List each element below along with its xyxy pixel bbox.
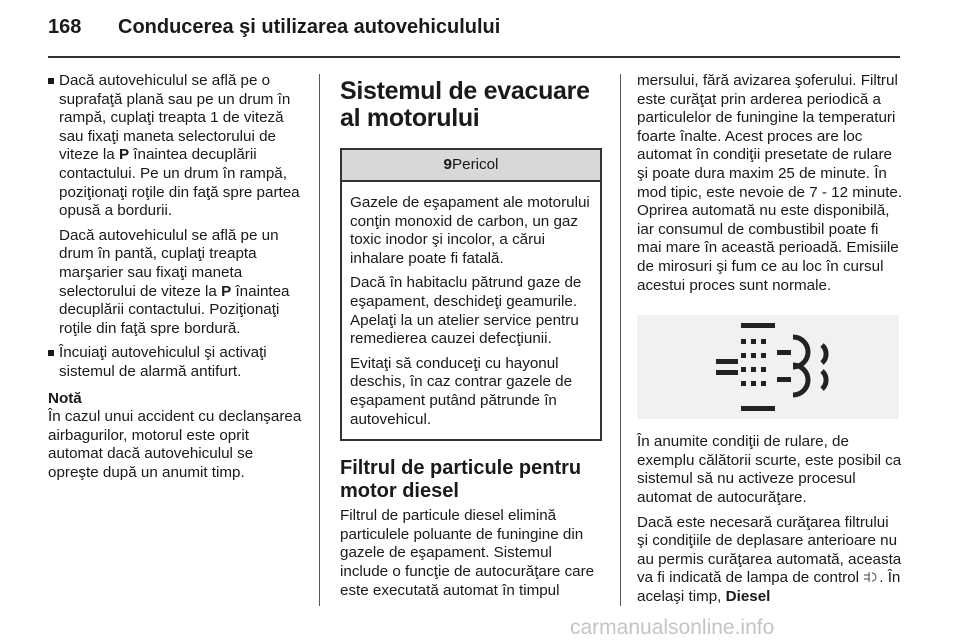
filter-control-lamp-icon (863, 570, 879, 584)
list-item: Încuiaţi autovehiculul şi activaţi sistemul de alarmă antifurt. (48, 344, 304, 381)
warning-paragraph: Evitaţi să conduceţi cu hayonul deschis, în caz contrar gazele de eşapament putând pătrunde în autovehicul. (350, 354, 573, 428)
column-right (637, 72, 903, 612)
diesel-particulate-filter-icon (637, 315, 899, 419)
subsection-heading: Filtrul de particule pentru motor diesel (340, 457, 582, 503)
body-paragraph: Dacă este necesară curăţarea filtrului şi condiţiile de deplasare anterioare nu au permis curăţarea automată, aceasta va fi indicată de lampa de control . În acelaşi timp, Diesel (637, 513, 902, 605)
warning-icon: 9 (443, 156, 452, 173)
section-heading: Sistemul de evacuare al motorului (340, 77, 590, 132)
body-paragraph: În anumite condiţii de rulare, de exemplu călătorii scurte, este posibil ca sistemul să nu activeze procesul automat de autocurăţare. (637, 433, 902, 506)
list-item: Dacă autovehiculul se află pe o suprafaţă plană sau pe un drum în rampă, cuplaţi treapta 1 de viteză sau fixaţi maneta selectorului de viteze la P înaintea decuplării contactului. Pe un drum în rampă, poziţionaţi roţile din faţă spre partea opusă a bordurii. (48, 72, 304, 221)
list-item-continuation: Dacă autovehiculul se află pe un drum în pantă, cuplaţi treapta marşarier sau fixaţi maneta selectorului de viteze la P înaintea decuplării contactului. Poziţionaţi roţile din faţă spre bordură. (59, 226, 290, 337)
column-divider (620, 74, 621, 606)
note-text: În cazul unui accident cu declanşarea airbagurilor, motorul este oprit automat dacă autovehiculul se opreşte după un anumit timp. (48, 408, 302, 481)
warning-box (340, 148, 602, 441)
chapter-title: Conducerea şi utilizarea autovehiculului (118, 16, 501, 38)
lamp-figure (637, 315, 899, 419)
body-paragraph: mersului, fără avizarea şoferului. Filtrul este curăţat prin arderea periodică a particulelor de funingine la temperaturi foarte înalte. Acest proces are loc automat în condiţii presetate de rulare şi poate dura maxim 25 de minute. În mod tipic, este nevoie de 7 - 12 minute. Oprirea automată nu este disponibilă, iar consumul de combustibil poate fi mai mare în această perioadă. Emisiile de mirosuri şi fum ce au loc în cursul acestui proces sunt normale. (637, 72, 903, 294)
column-left (48, 72, 304, 482)
warning-header (342, 150, 600, 182)
warning-label: Pericol (452, 156, 499, 173)
column-middle (340, 72, 602, 600)
warning-body (342, 182, 600, 439)
column-divider (319, 74, 320, 606)
body-paragraph: Filtrul de particule diesel elimină particulele poluante de funingine din gazele de eşapament. Sistemul include o funcţie de autocurăţare care este executată automat în timpul (340, 507, 595, 599)
warning-paragraph: Dacă în habitaclu pătrund gaze de eşapament, deschideţi geamurile. Apelaţi la un atelier service pentru remedierea cauzei defecţiunii. (350, 274, 582, 348)
note-title: Notă (48, 389, 82, 407)
watermark: carmanualsonline.info (570, 616, 775, 639)
header-rule (48, 56, 900, 58)
page-header (48, 14, 900, 54)
warning-paragraph: Gazele de eşapament ale motorului conţin monoxid de carbon, un gaz toxic inodor şi incolor, a cărui inhalare poate fi fatală. (350, 194, 590, 267)
page-number: 168 (48, 16, 82, 38)
